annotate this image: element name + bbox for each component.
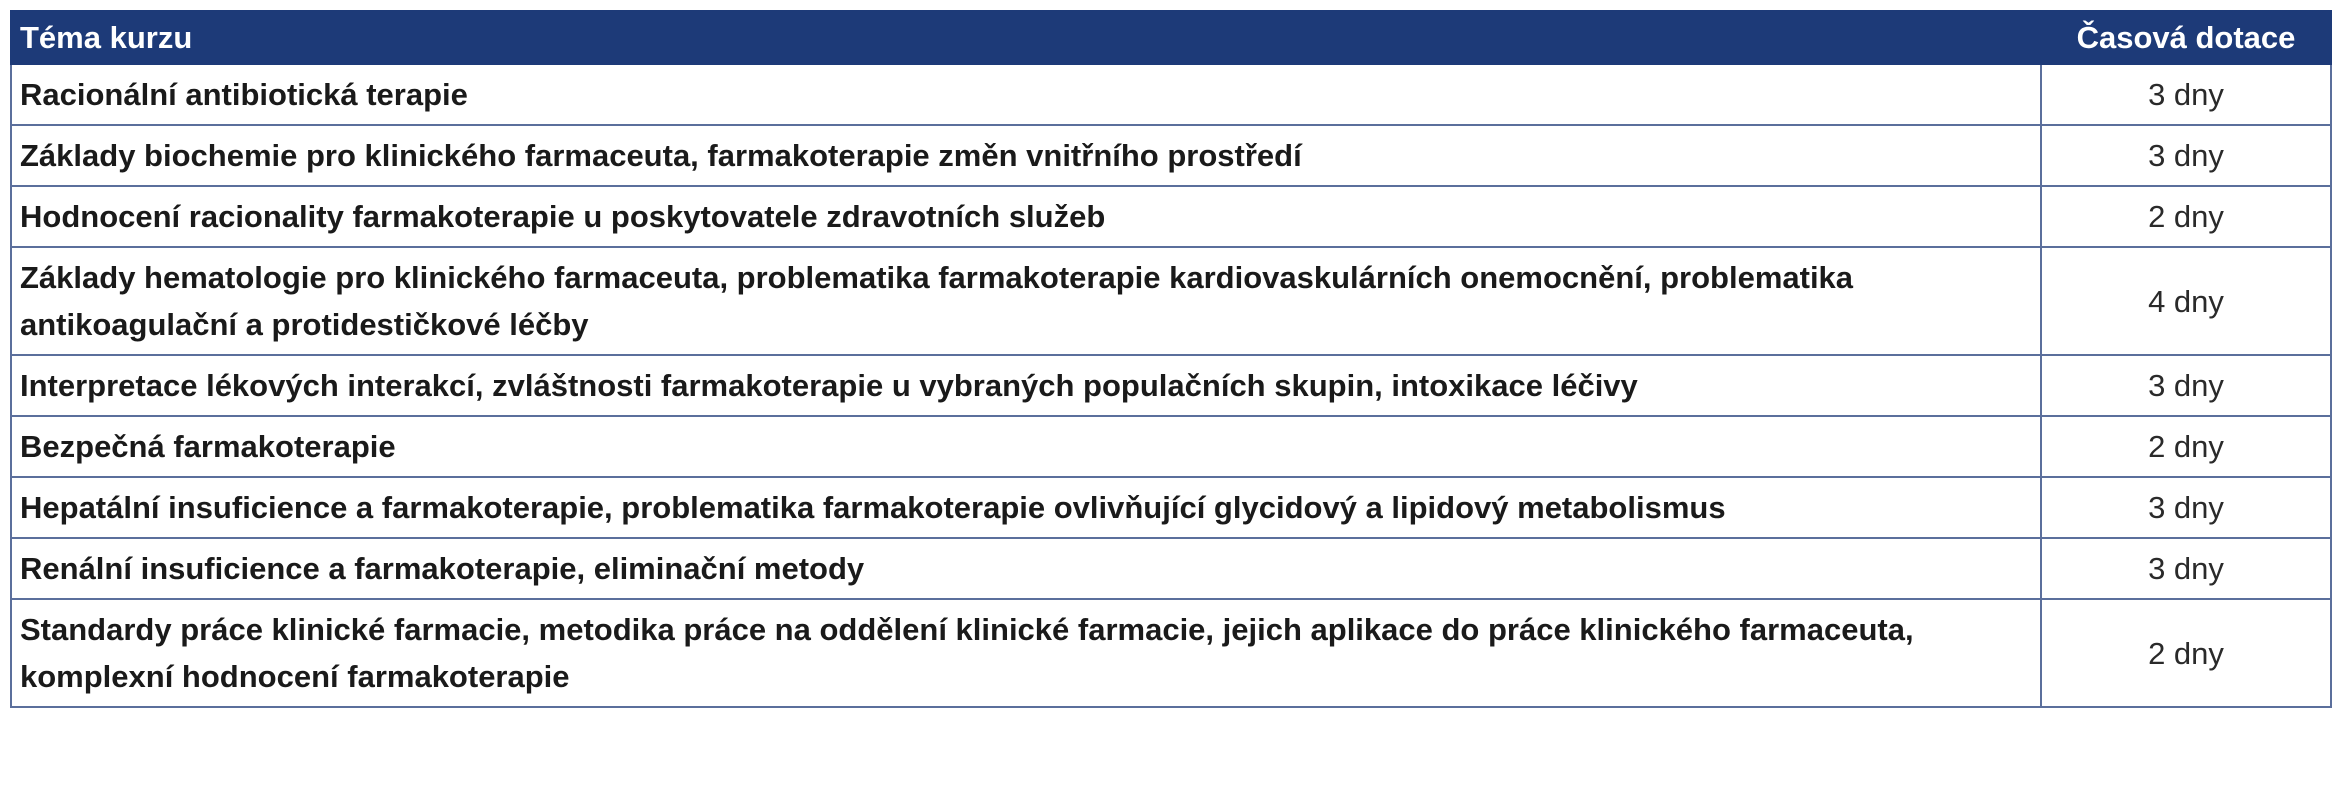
course-table bbox=[10, 10, 2332, 708]
table-row bbox=[11, 186, 2331, 247]
course-table-container bbox=[10, 10, 2330, 708]
header-row bbox=[11, 11, 2331, 64]
table-row bbox=[11, 538, 2331, 599]
time-cell: 2 dny bbox=[2041, 186, 2331, 247]
topic-cell: Hepatální insuficience a farmakoterapie, problematika farmakoterapie ovlivňující glycidový a lipidový metabolismus bbox=[11, 477, 2041, 538]
time-cell: 2 dny bbox=[2041, 416, 2331, 477]
topic-cell: Renální insuficience a farmakoterapie, eliminační metody bbox=[11, 538, 2041, 599]
table-row bbox=[11, 477, 2331, 538]
topic-cell: Hodnocení racionality farmakoterapie u poskytovatele zdravotních služeb bbox=[11, 186, 2041, 247]
table-row bbox=[11, 599, 2331, 707]
column-header-topic: Téma kurzu bbox=[11, 11, 2041, 64]
topic-cell: Základy biochemie pro klinického farmaceuta, farmakoterapie změn vnitřního prostředí bbox=[11, 125, 2041, 186]
time-cell: 3 dny bbox=[2041, 355, 2331, 416]
table-body bbox=[11, 64, 2331, 707]
topic-cell: Interpretace lékových interakcí, zvláštnosti farmakoterapie u vybraných populačních skupin, intoxikace léčivy bbox=[11, 355, 2041, 416]
time-cell: 2 dny bbox=[2041, 599, 2331, 707]
column-header-time: Časová dotace bbox=[2041, 11, 2331, 64]
topic-cell: Standardy práce klinické farmacie, metodika práce na oddělení klinické farmacie, jejich aplikace do práce klinického farmaceuta, komplexní hodnocení farmakoterapie bbox=[11, 599, 2041, 707]
table-row bbox=[11, 125, 2331, 186]
table-header bbox=[11, 11, 2331, 64]
time-cell: 3 dny bbox=[2041, 125, 2331, 186]
table-row bbox=[11, 247, 2331, 355]
time-cell: 3 dny bbox=[2041, 64, 2331, 125]
topic-cell: Základy hematologie pro klinického farmaceuta, problematika farmakoterapie kardiovaskulárních onemocnění, problematika antikoagulační a protidestičkové léčby bbox=[11, 247, 2041, 355]
time-cell: 4 dny bbox=[2041, 247, 2331, 355]
table-row bbox=[11, 64, 2331, 125]
topic-cell: Racionální antibiotická terapie bbox=[11, 64, 2041, 125]
topic-cell: Bezpečná farmakoterapie bbox=[11, 416, 2041, 477]
time-cell: 3 dny bbox=[2041, 538, 2331, 599]
table-row bbox=[11, 355, 2331, 416]
time-cell: 3 dny bbox=[2041, 477, 2331, 538]
table-row bbox=[11, 416, 2331, 477]
